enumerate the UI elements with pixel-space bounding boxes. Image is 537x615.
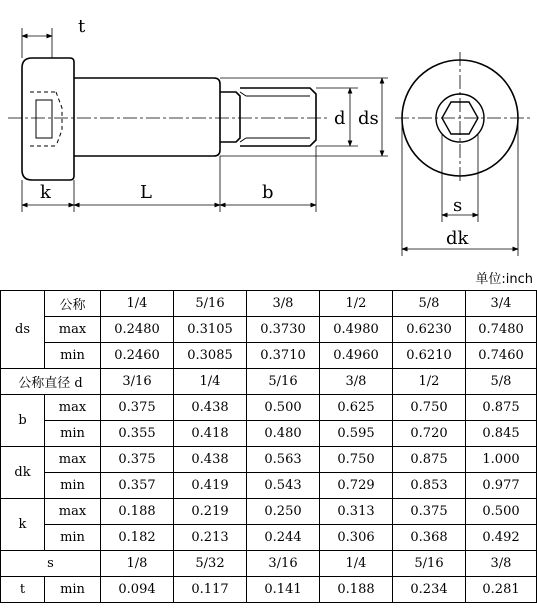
- table-cell: 0.729: [320, 473, 393, 499]
- table-cell: 0.492: [466, 525, 537, 551]
- table-cell: 0.563: [247, 447, 320, 473]
- table-row: [1, 447, 537, 473]
- table-cell: 1/4: [174, 369, 247, 395]
- screw-head: [22, 58, 74, 180]
- table-cell: 0.500: [247, 395, 320, 421]
- dim-label-t: t: [78, 16, 86, 37]
- table-cell: 0.418: [174, 421, 247, 447]
- table-cell: 1/8: [101, 551, 174, 577]
- table-cell: 0.2460: [101, 343, 174, 369]
- table-cell: 0.141: [247, 577, 320, 603]
- table-row: [1, 525, 537, 551]
- min-label: min: [45, 525, 101, 551]
- row-label-ds: ds: [1, 291, 45, 369]
- table-cell: 1.000: [466, 447, 537, 473]
- screw-thread: [240, 88, 316, 146]
- table-cell: 0.281: [466, 577, 537, 603]
- nominal-diameter-label: 公称直径 d: [1, 369, 101, 395]
- table-cell: 0.845: [466, 421, 537, 447]
- table-cell: 0.188: [320, 577, 393, 603]
- table-row: [1, 369, 537, 395]
- table-cell: 0.480: [247, 421, 320, 447]
- min-label: min: [45, 343, 101, 369]
- max-label: max: [45, 499, 101, 525]
- table-cell: 0.853: [393, 473, 466, 499]
- table-cell: 0.306: [320, 525, 393, 551]
- table-cell: 0.750: [393, 395, 466, 421]
- table-cell: 0.3730: [247, 317, 320, 343]
- max-label: max: [45, 395, 101, 421]
- max-label: max: [45, 317, 101, 343]
- table-cell: 3/8: [320, 369, 393, 395]
- table-cell: 0.219: [174, 499, 247, 525]
- unit-label: 单位:inch: [475, 272, 533, 287]
- table-cell: 0.188: [101, 499, 174, 525]
- table-cell: 0.750: [320, 447, 393, 473]
- table-cell: 0.355: [101, 421, 174, 447]
- table-cell: 0.625: [320, 395, 393, 421]
- min-label: min: [45, 577, 101, 603]
- table-cell: 0.117: [174, 577, 247, 603]
- table-row: [1, 499, 537, 525]
- table-cell: 0.6210: [393, 343, 466, 369]
- table-cell: 0.375: [101, 447, 174, 473]
- table-cell: 0.419: [174, 473, 247, 499]
- table-row: [1, 551, 537, 577]
- dim-label-k: k: [40, 182, 51, 203]
- table-cell: 5/16: [393, 551, 466, 577]
- table-cell: 5/8: [393, 291, 466, 317]
- table-cell: 1/2: [320, 291, 393, 317]
- table-cell: 0.438: [174, 447, 247, 473]
- table-row: [1, 577, 537, 603]
- table-cell: 0.720: [393, 421, 466, 447]
- table-row: [1, 473, 537, 499]
- table-cell: 0.3085: [174, 343, 247, 369]
- dim-label-b: b: [262, 182, 274, 203]
- table-cell: 0.977: [466, 473, 537, 499]
- screw-shoulder: [74, 78, 220, 156]
- table-cell: 5/32: [174, 551, 247, 577]
- table-cell: 5/8: [466, 369, 537, 395]
- table-cell: 0.313: [320, 499, 393, 525]
- table-cell: 0.357: [101, 473, 174, 499]
- table-cell: 0.244: [247, 525, 320, 551]
- row-label-t: t: [1, 577, 45, 603]
- dim-label-dk: dk: [446, 228, 469, 249]
- dim-label-L: L: [140, 182, 152, 203]
- row-label-dk: dk: [1, 447, 45, 499]
- table-cell: 0.438: [174, 395, 247, 421]
- table-cell: 0.2480: [101, 317, 174, 343]
- dimension-table: [0, 290, 537, 603]
- table-cell: 0.500: [466, 499, 537, 525]
- dim-label-d: d: [334, 108, 346, 129]
- table-cell: 1/2: [393, 369, 466, 395]
- table-cell: 3/8: [247, 291, 320, 317]
- dim-label-s: s: [453, 195, 463, 216]
- table-cell: 3/8: [466, 551, 537, 577]
- shoulder-screw-drawing: [0, 0, 537, 262]
- row-label-s: s: [1, 551, 101, 577]
- table-cell: 0.6230: [393, 317, 466, 343]
- table-cell: 5/16: [247, 369, 320, 395]
- table-cell: 0.543: [247, 473, 320, 499]
- table-cell: 0.368: [393, 525, 466, 551]
- table-cell: 1/4: [320, 551, 393, 577]
- row-label-b: b: [1, 395, 45, 447]
- table-row: [1, 317, 537, 343]
- table-cell: 1/4: [101, 291, 174, 317]
- row-label-k: k: [1, 499, 45, 551]
- table-cell: 0.7460: [466, 343, 537, 369]
- table-cell: 0.375: [101, 395, 174, 421]
- table-cell: 0.094: [101, 577, 174, 603]
- table-row: [1, 291, 537, 317]
- table-cell: 0.595: [320, 421, 393, 447]
- table-cell: 0.875: [466, 395, 537, 421]
- table-cell: 0.250: [247, 499, 320, 525]
- min-label: min: [45, 473, 101, 499]
- table-row: [1, 421, 537, 447]
- table-cell: 0.875: [393, 447, 466, 473]
- table-cell: 0.234: [393, 577, 466, 603]
- table-cell: 0.4960: [320, 343, 393, 369]
- table-cell: 3/16: [101, 369, 174, 395]
- table-cell: 0.375: [393, 499, 466, 525]
- table-row: [1, 343, 537, 369]
- table-cell: 0.213: [174, 525, 247, 551]
- table-cell: 3/4: [466, 291, 537, 317]
- max-label: max: [45, 447, 101, 473]
- table-row: [1, 395, 537, 421]
- table-cell: 3/16: [247, 551, 320, 577]
- table-cell: 0.182: [101, 525, 174, 551]
- table-cell: 5/16: [174, 291, 247, 317]
- table-cell: 0.3105: [174, 317, 247, 343]
- table-cell: 0.7480: [466, 317, 537, 343]
- min-label: min: [45, 421, 101, 447]
- table-cell: 0.4980: [320, 317, 393, 343]
- nominal-label: 公称: [45, 291, 101, 317]
- dim-label-ds: ds: [358, 108, 379, 129]
- table-cell: 0.3710: [247, 343, 320, 369]
